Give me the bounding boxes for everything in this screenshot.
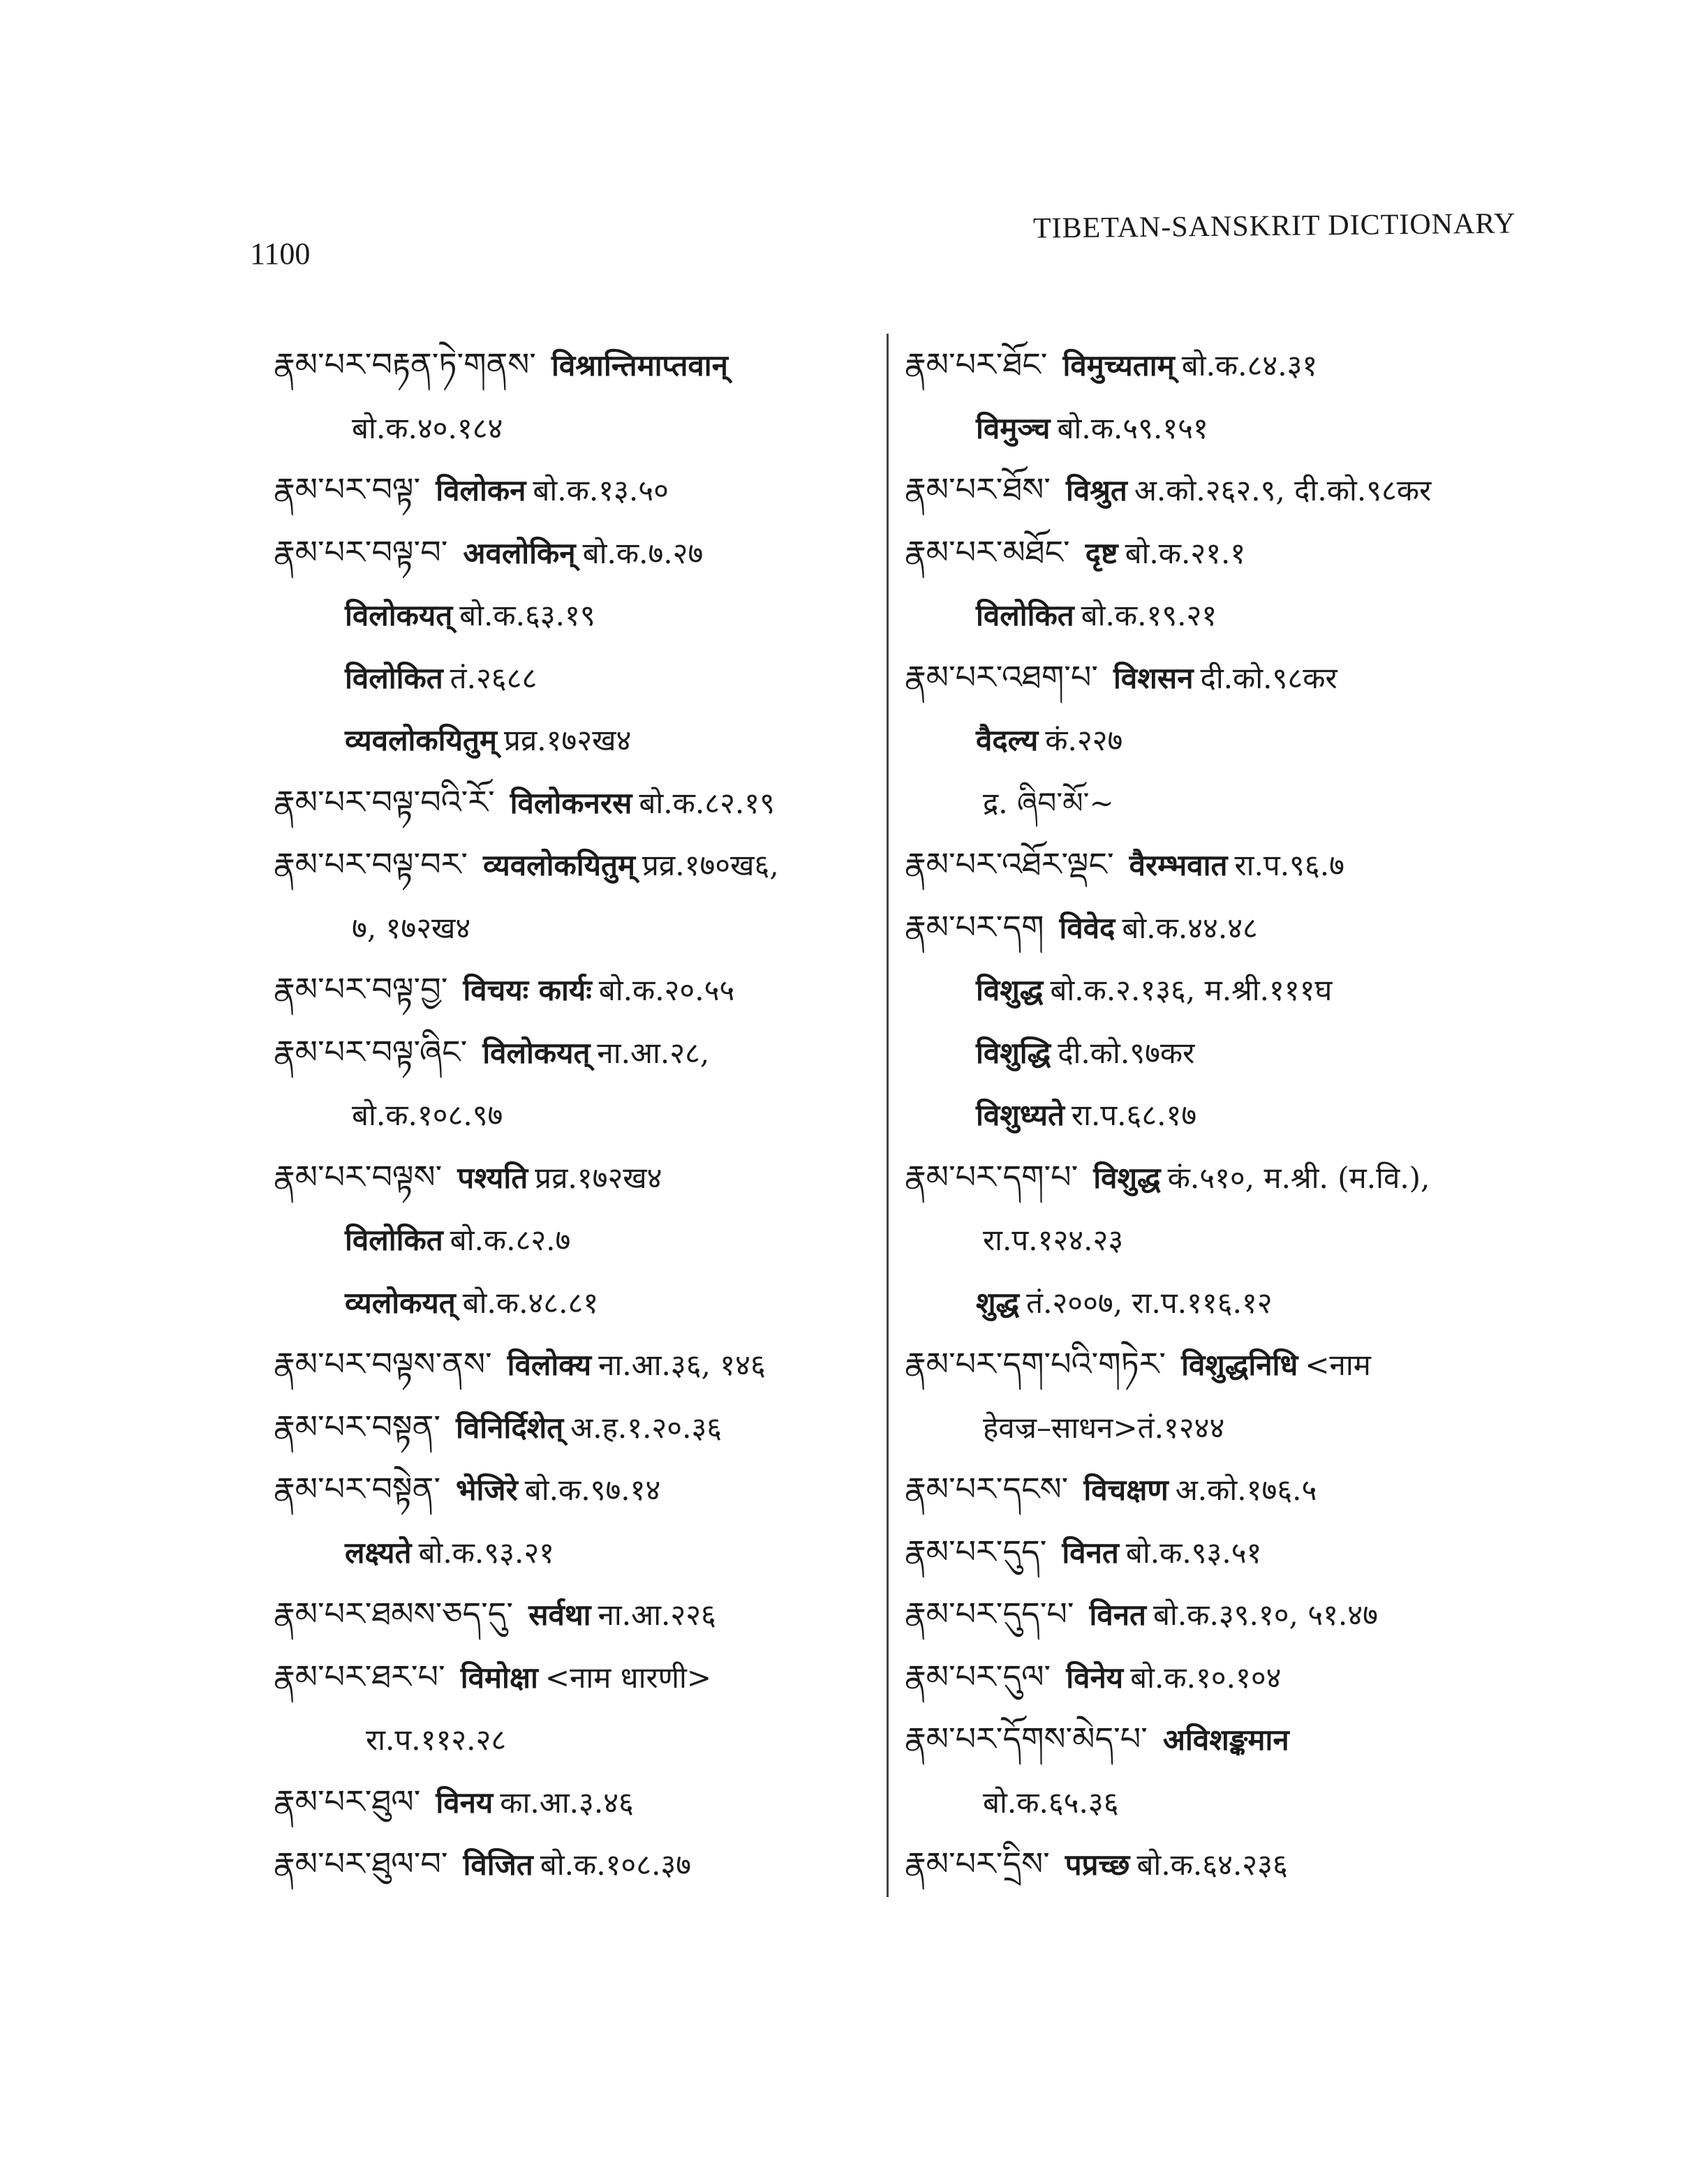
entry-line <box>905 708 1533 771</box>
sanskrit-equivalent: सर्वथा <box>528 1598 591 1632</box>
sanskrit-equivalent: विमुञ्च <box>976 410 1051 445</box>
reference: बो.क.१०८.३७ <box>540 1848 692 1882</box>
entry-line <box>274 958 902 1021</box>
tibetan-headword: རྣམ་པར་འཐག་པ་ <box>905 658 1099 696</box>
entry-line <box>274 1521 902 1584</box>
running-head: TIBETAN-SANSKRIT DICTIONARY <box>1032 207 1516 245</box>
sanskrit-equivalent: विशुद्धनिधि <box>1181 1348 1298 1382</box>
reference: बो.क.८२.१९ <box>639 785 775 820</box>
tibetan-headword: རྣམ་པར་བལྟ་བ་ <box>274 533 448 571</box>
reference: बो.क.१०८.९७ <box>352 1098 503 1132</box>
sanskrit-equivalent: विचयः कार्यः <box>463 973 592 1007</box>
sanskrit-equivalent: पप्रच्छ <box>1065 1848 1130 1882</box>
reference: बो.क.८२.७ <box>450 1223 571 1257</box>
column-divider <box>887 334 889 1897</box>
tibetan-headword: རྣམ་པར་ཐོས་ <box>905 470 1051 508</box>
reference: रा.प.१२४.२३ <box>983 1223 1124 1257</box>
reference: बो.क.५९.१५१ <box>1057 410 1208 445</box>
entry-line <box>905 646 1533 709</box>
reference: <नाम धारणी> <box>544 1660 712 1695</box>
left-column <box>274 334 902 1896</box>
tibetan-headword: རྣམ་པར་དག་པ་ <box>905 1157 1079 1196</box>
entry-line <box>905 1833 1533 1896</box>
entry-line <box>274 584 902 646</box>
reference: का.आ.३.४६ <box>500 1785 634 1820</box>
entry-line <box>274 1458 902 1521</box>
entry-line <box>905 396 1533 459</box>
sanskrit-equivalent: विशुद्ध <box>1093 1160 1161 1195</box>
tibetan-headword: རྣམ་པར་བརྟན་ཏེ་གནས་ <box>274 346 536 383</box>
entry-line <box>274 1333 902 1396</box>
sanskrit-equivalent: विवेद <box>1059 910 1115 945</box>
entry-line <box>905 771 1533 834</box>
sanskrit-equivalent: दृष्ट <box>1085 535 1118 570</box>
tibetan-headword: རྣམ་པར་དག་པའི་གཏེར་ <box>905 1345 1166 1383</box>
entry-line <box>274 833 902 896</box>
reference: बो.क.१३.५० <box>533 473 669 507</box>
tibetan-headword: རྣམ་པར་བལྟས་ <box>274 1157 443 1196</box>
reference: बो.क.२०.५५ <box>598 973 735 1007</box>
entry-line <box>905 1708 1533 1771</box>
entry-line <box>274 396 902 459</box>
sanskrit-equivalent: विशुध्यते <box>976 1098 1065 1132</box>
entry-line <box>274 1646 902 1709</box>
tibetan-headword: རྣམ་པར་བསྟན་ <box>274 1407 441 1446</box>
entry-line <box>274 1021 902 1084</box>
reference: कं.५१०, म.श्री. (म.वि.), <box>1167 1160 1430 1195</box>
tibetan-headword: རྣམ་པར་མཐོང་ <box>905 533 1070 571</box>
sanskrit-equivalent: व्यवलोकयितुम् <box>483 848 636 882</box>
sanskrit-equivalent: विलोकित <box>345 1223 443 1257</box>
sanskrit-equivalent: विनय <box>436 1785 494 1820</box>
entry-line <box>905 1458 1533 1521</box>
entry-line <box>274 896 902 959</box>
tibetan-headword: རྣམ་པར་ཐོང་ <box>905 346 1048 383</box>
tibetan-headword: རྣམ་པར་བསྟེན་ <box>274 1470 441 1508</box>
sanskrit-equivalent: विलोकित <box>976 598 1074 632</box>
sanskrit-equivalent: विलोकित <box>345 660 443 695</box>
entry-line <box>274 334 902 396</box>
tibetan-headword: རྣམ་པར་བལྟ་བར་ <box>274 845 468 883</box>
entry-line <box>274 1708 902 1771</box>
reference: बो.क.६३.१९ <box>459 598 595 632</box>
reference: प्रव्र.१७२ख४ <box>503 723 632 757</box>
sanskrit-equivalent: विश्रान्तिमाप्तवान् <box>551 348 728 382</box>
reference: अ.ह.१.२०.३६ <box>570 1410 722 1445</box>
reference: हेवज्र–साधन>तं.१२४४ <box>983 1410 1225 1445</box>
tibetan-headword: རྣམ་པར་ཐར་པ་ <box>274 1657 445 1695</box>
reference: दी.को.९७कर <box>1058 1035 1195 1070</box>
sanskrit-equivalent: विनत <box>1062 1535 1119 1570</box>
reference: ना.आ.२२६ <box>598 1598 716 1632</box>
sanskrit-equivalent: पश्यति <box>457 1160 528 1195</box>
sanskrit-equivalent: विलोकयत् <box>482 1035 591 1070</box>
tibetan-headword: རྣམ་པར་ཐམས་ཅད་དུ་ <box>274 1595 514 1633</box>
entry-line <box>274 1833 902 1896</box>
sanskrit-equivalent: वैरम्भवात <box>1129 848 1228 882</box>
reference: रा.प.११२.२८ <box>366 1723 507 1757</box>
reference: बो.क.२१.१ <box>1125 535 1246 570</box>
entry-line <box>905 459 1533 521</box>
entry-line <box>274 1208 902 1271</box>
reference: बो.क.४४.४८ <box>1122 910 1258 945</box>
entry-line <box>274 521 902 584</box>
entry-line <box>905 1271 1533 1334</box>
tibetan-headword: རྣམ་པར་བལྟ་བྱ་ <box>274 970 448 1008</box>
tibetan-headword: རྣམ་པར་བལྟ་ཞིང་ <box>274 1032 468 1071</box>
reference: दी.को.९८कर <box>1200 660 1337 695</box>
tibetan-headword: རྣམ་པར་དུལ་ <box>905 1657 1051 1695</box>
entry-line <box>905 1396 1533 1459</box>
sanskrit-equivalent: विमोक्षा <box>460 1660 538 1695</box>
reference: प्रव्र.१७२ख४ <box>535 1160 662 1195</box>
sanskrit-equivalent: विनत <box>1089 1598 1146 1632</box>
reference: बो.क.९३.२१ <box>418 1535 554 1570</box>
entry-line <box>905 584 1533 646</box>
reference: बो.क.४०.१८४ <box>352 410 503 445</box>
sanskrit-equivalent: विनेय <box>1066 1660 1124 1695</box>
entry-line <box>274 1396 902 1459</box>
sanskrit-equivalent: विमुच्यताम् <box>1062 348 1175 382</box>
tibetan-headword: རྣམ་པར་དུད་ <box>905 1532 1047 1570</box>
tibetan-headword: རྣམ་པར་དྲིས་ <box>905 1845 1050 1882</box>
entry-line <box>274 459 902 521</box>
entry-line <box>905 1333 1533 1396</box>
reference: ना.आ.२८, <box>597 1035 710 1070</box>
sanskrit-equivalent: लक्ष्यते <box>345 1535 412 1570</box>
reference: बो.क.९७.१४ <box>524 1473 661 1507</box>
tibetan-headword: རྣམ་པར་དུད་པ་ <box>905 1595 1074 1633</box>
reference: अ.को.१७६.५ <box>1175 1473 1317 1507</box>
entry-line <box>274 771 902 834</box>
entry-line <box>274 1271 902 1334</box>
page-number: 1100 <box>250 237 311 271</box>
entry-line <box>905 1771 1533 1834</box>
sanskrit-equivalent: विशसन <box>1113 660 1194 695</box>
reference: बो.क.७.२७ <box>582 535 704 570</box>
tibetan-headword: རྣམ་པར་ཐུལ་བ་ <box>274 1845 448 1882</box>
entry-line <box>274 1146 902 1209</box>
tibetan-headword: རྣམ་པར་བལྟས་ནས་ <box>274 1345 492 1383</box>
entry-line <box>905 1021 1533 1084</box>
entry-line <box>905 833 1533 896</box>
sanskrit-equivalent: विशुद्ध <box>976 973 1044 1007</box>
reference: बो.क.४८.८१ <box>462 1285 599 1320</box>
right-column <box>905 334 1533 1896</box>
tibetan-headword: རྣམ་པར་དོགས་མེད་པ་ <box>905 1720 1148 1758</box>
sanskrit-equivalent: विनिर्दिशेत् <box>456 1410 564 1445</box>
entry-line <box>905 1583 1533 1646</box>
reference: कं.२२७ <box>1045 723 1123 757</box>
entry-line <box>905 1083 1533 1146</box>
entry-line <box>274 1771 902 1834</box>
entry-line <box>905 1521 1533 1584</box>
reference: प्रव्र.१७०ख६, <box>642 848 779 882</box>
entry-line <box>274 1083 902 1146</box>
sanskrit-equivalent: भेजिरे <box>456 1473 518 1507</box>
reference: तं.२००७, रा.प.११६.१२ <box>1026 1285 1273 1320</box>
sanskrit-equivalent: विशुद्धि <box>976 1035 1051 1070</box>
reference: रा.प.६८.१७ <box>1071 1098 1197 1132</box>
entry-line <box>905 521 1533 584</box>
sanskrit-equivalent: विश्रुत <box>1065 473 1127 507</box>
sanskrit-equivalent: विचक्षण <box>1083 1473 1169 1507</box>
reference: बो.क.३९.१०, ५१.४७ <box>1153 1598 1378 1632</box>
sanskrit-equivalent: विलोकयत् <box>345 598 453 632</box>
reference: रा.प.९६.७ <box>1234 848 1344 882</box>
reference: बो.क.६५.३६ <box>983 1785 1119 1820</box>
reference: तं.२६८८ <box>450 660 538 695</box>
tibetan-headword: རྣམ་པར་བལྟ་ <box>274 470 421 508</box>
tibetan-headword: རྣམ་པར་དག <box>905 907 1044 946</box>
sanskrit-equivalent: अविशङ्कमान <box>1162 1723 1289 1757</box>
sanskrit-equivalent: वैदल्य <box>976 723 1039 757</box>
entry-line <box>905 1208 1533 1271</box>
reference: बो.क.६४.२३६ <box>1136 1848 1288 1882</box>
sanskrit-equivalent: विजित <box>463 1848 533 1882</box>
reference: द्र. ཞིབ་མོ་~ <box>983 785 1114 820</box>
sanskrit-equivalent: अवलोकिन् <box>463 535 576 570</box>
reference: ना.आ.३६, १४६ <box>598 1348 766 1382</box>
entry-line <box>905 334 1533 396</box>
tibetan-headword: རྣམ་པར་དངས་ <box>905 1470 1069 1508</box>
entry-line <box>274 708 902 771</box>
tibetan-headword: རྣམ་པར་བལྟ་བའི་རོ་ <box>274 782 495 821</box>
entry-line <box>905 958 1533 1021</box>
reference: <नाम <box>1305 1348 1371 1382</box>
reference: बो.क.२.१३६, म.श्री.१११घ <box>1050 973 1333 1007</box>
entry-line <box>274 646 902 709</box>
sanskrit-equivalent: व्यलोकयत् <box>345 1285 456 1320</box>
entry-line <box>274 1583 902 1646</box>
entry-line <box>905 1646 1533 1709</box>
sanskrit-equivalent: शुद्ध <box>976 1285 1020 1320</box>
sanskrit-equivalent: विलोकन <box>436 473 526 507</box>
tibetan-headword: རྣམ་པར་འཐོར་ལྡང་ <box>905 845 1114 883</box>
reference: ७, १७२ख४ <box>352 910 471 945</box>
reference: बो.क.१०.१०४ <box>1130 1660 1282 1695</box>
tibetan-headword: རྣམ་པར་ཐུལ་ <box>274 1782 421 1820</box>
sanskrit-equivalent: विलोकनरस <box>510 785 632 820</box>
entry-line <box>905 1146 1533 1209</box>
entry-line <box>905 896 1533 959</box>
reference: बो.क.९३.५१ <box>1125 1535 1262 1570</box>
reference: अ.को.२६२.९, दी.को.९८कर <box>1134 473 1432 507</box>
reference: बो.क.८४.३१ <box>1181 348 1318 382</box>
reference: बो.क.१९.२१ <box>1081 598 1217 632</box>
sanskrit-equivalent: व्यवलोकयितुम् <box>345 723 497 757</box>
sanskrit-equivalent: विलोक्य <box>507 1348 592 1382</box>
